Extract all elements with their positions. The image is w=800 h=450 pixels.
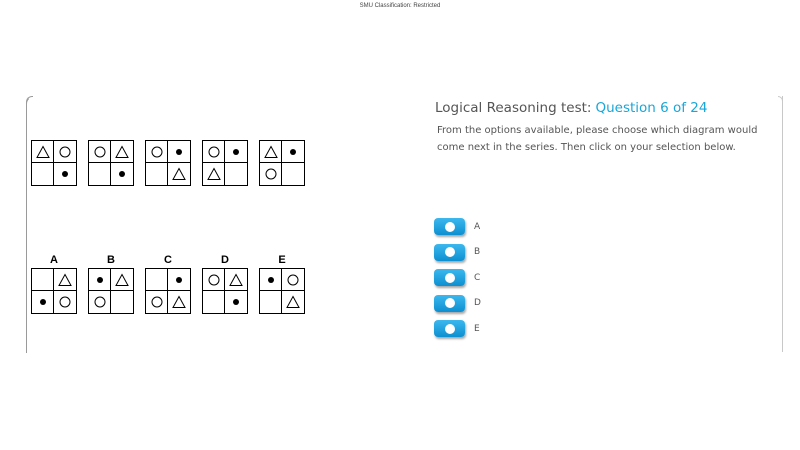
answer-option [434, 240, 481, 266]
dot-icon [168, 269, 190, 291]
answer-option [434, 316, 481, 342]
dot-icon [89, 269, 111, 291]
dot-icon [225, 141, 247, 163]
circle-icon [146, 291, 168, 313]
option-item [31, 253, 77, 314]
empty-cell [32, 269, 54, 291]
option-item [145, 253, 191, 314]
circle-icon [146, 141, 168, 163]
question-number: Question 6 of 24 [595, 100, 708, 116]
dot-icon [282, 141, 304, 163]
option-letter: B [107, 254, 115, 266]
dot-icon [168, 141, 190, 163]
option-grid [145, 268, 191, 314]
dot-icon [111, 163, 133, 185]
option-letter: A [50, 254, 58, 266]
triangle-icon [282, 291, 304, 313]
empty-cell [225, 163, 247, 185]
option-grid [259, 268, 305, 314]
sequence-grid [31, 140, 77, 186]
test-name: Logical Reasoning test: [435, 100, 592, 116]
dot-icon [260, 269, 282, 291]
option-letter: E [278, 254, 286, 266]
circle-icon [89, 291, 111, 313]
empty-cell [146, 269, 168, 291]
circle-icon [282, 269, 304, 291]
answer-option [434, 214, 481, 240]
circle-icon [89, 141, 111, 163]
triangle-icon [203, 163, 225, 185]
option-item [88, 253, 134, 314]
answer-list [434, 214, 481, 342]
answer-radio-button[interactable] [434, 320, 465, 337]
dot-icon [54, 163, 76, 185]
circle-icon [54, 141, 76, 163]
option-grid [88, 268, 134, 314]
question-title [435, 100, 708, 116]
empty-cell [111, 291, 133, 313]
answer-radio-button[interactable] [434, 218, 465, 235]
answer-label: D [474, 298, 481, 309]
option-letter: D [221, 254, 229, 266]
answer-label: C [474, 272, 481, 283]
sequence-grid [202, 140, 248, 186]
circle-icon [54, 291, 76, 313]
triangle-icon [111, 269, 133, 291]
sequence-item [88, 140, 134, 186]
sequence-item [202, 140, 248, 186]
question-instructions: From the options available, please choose which diagram would come next in the series. Then click on your selection below. [437, 125, 758, 153]
option-grid [31, 268, 77, 314]
classification-label: SMU Classification: Restricted [359, 3, 441, 9]
empty-cell [146, 163, 168, 185]
circle-icon [260, 163, 282, 185]
radio-dot-icon [445, 273, 455, 283]
answer-radio-button[interactable] [434, 244, 465, 261]
triangle-icon [168, 291, 190, 313]
panel-frame-right [782, 96, 783, 352]
radio-dot-icon [445, 324, 455, 334]
answer-radio-button[interactable] [434, 269, 465, 286]
triangle-icon [111, 141, 133, 163]
triangle-icon [225, 269, 247, 291]
circle-icon [203, 141, 225, 163]
dot-icon [32, 291, 54, 313]
sequence-grid [145, 140, 191, 186]
sequence-item [145, 140, 191, 186]
answer-label: A [474, 221, 481, 232]
radio-dot-icon [445, 247, 455, 257]
sequence-row [31, 140, 305, 186]
radio-dot-icon [445, 222, 455, 232]
empty-cell [89, 163, 111, 185]
sequence-grid [259, 140, 305, 186]
panel-frame-left [26, 96, 35, 353]
triangle-icon [260, 141, 282, 163]
empty-cell [282, 163, 304, 185]
answer-option [434, 265, 481, 291]
empty-cell [32, 163, 54, 185]
answer-option [434, 291, 481, 317]
triangle-icon [54, 269, 76, 291]
radio-dot-icon [445, 298, 455, 308]
dot-icon [225, 291, 247, 313]
sequence-item [31, 140, 77, 186]
triangle-icon [168, 163, 190, 185]
sequence-grid [88, 140, 134, 186]
option-grid [202, 268, 248, 314]
option-item [259, 253, 305, 314]
triangle-icon [32, 141, 54, 163]
empty-cell [203, 291, 225, 313]
answer-radio-button[interactable] [434, 295, 465, 312]
empty-cell [260, 291, 282, 313]
options-row [31, 253, 305, 314]
sequence-item [259, 140, 305, 186]
answer-label: B [474, 247, 481, 258]
answer-label: E [474, 323, 480, 334]
circle-icon [203, 269, 225, 291]
option-letter: C [164, 254, 172, 266]
option-item [202, 253, 248, 314]
